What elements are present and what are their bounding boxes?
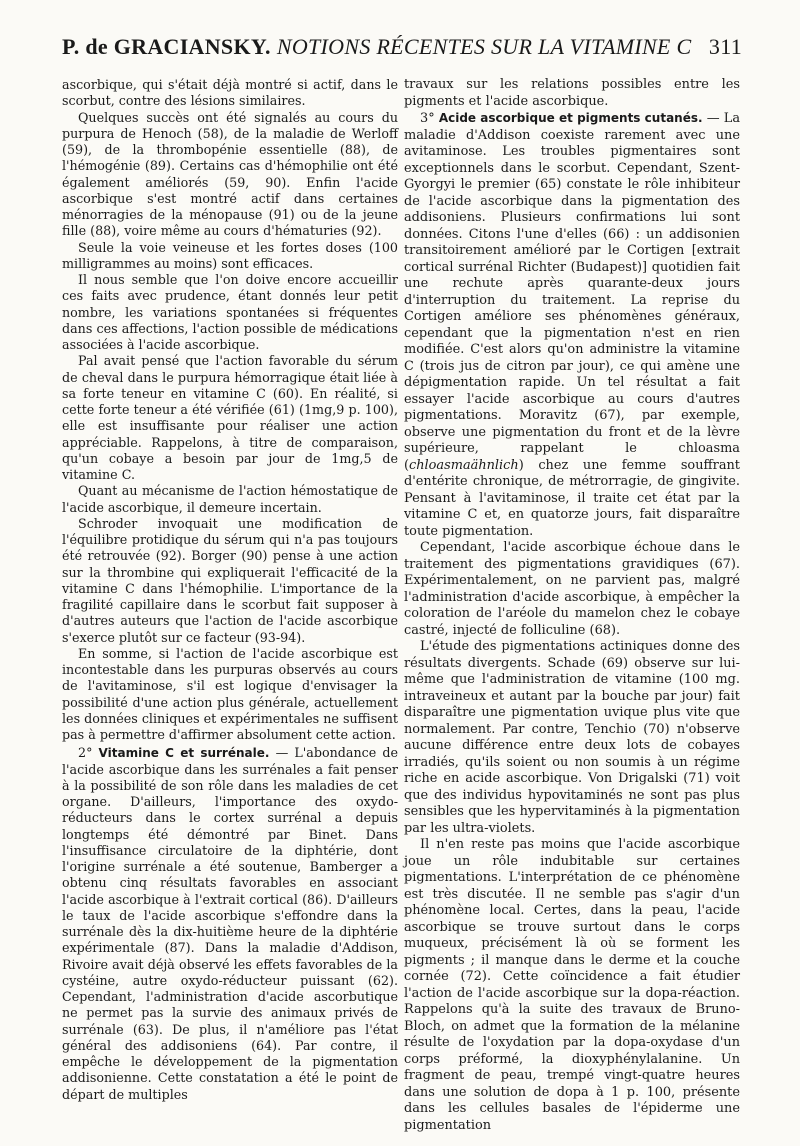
paragraph: Il nous semble que l'on doive encore accueillir ces faits avec prudence, étant donnés leur petit nombre, les variations spontanées si fréquentes dans ces affections, l'action possible de médications associées à l'acide ascorbique. (62, 272, 398, 352)
left-column (62, 77, 398, 1103)
section-3-text-end: ) chez une femme souffrant d'entérite chronique, de métrorragie, de gingivite. Pensant à l'avitaminose, il traite cet état par la vitamine C et, en quatorze jours, fait disparaître toute pigmentation. (404, 457, 740, 539)
section-2-paragraph (62, 745, 398, 1103)
running-header (62, 34, 742, 74)
section-3-number: 3° (420, 111, 435, 126)
right-column (404, 77, 740, 1134)
paragraph: En somme, si l'action de l'acide ascorbique est incontestable dans les purpuras observés au cours de l'avitaminose, s'il est logique d'envisager la possibilité d'une action plus générale, actuellement les données cliniques et expérimentales ne suffisent pas à permettre d'affirmer absolument cette action. (62, 645, 398, 742)
section-3-text: — La maladie d'Addison coexiste rarement avec une avitaminose. Les troubles pigmentaires sont exceptionnels dans le scorbut. Cependant, Szent-Gyorgyi le premier (65) constate le rôle inhibiteur de l'acide ascorbique dans la pigmentation des addisoniens. Plusieurs confirmations lui sont données. Citons l'une d'elles (66) : un addisonien transitoirement amélioré par le Cortigen [extrait cortical surrénal Richter (Budapest)] quotidien fait une rechute après quarante-deux jours d'interruption du traitement. La reprise du Cortigen améliore ses phénomènes généraux, cependant que la pigmentation n'est en rien modifiée. C'est alors qu'on administre la vitamine C (trois jus de citron par jour), ce qui amène une dépigmentation rapide. Un tel résultat a fait essayer l'acide ascorbique au cours d'autres pigmentations. Moravitz (67), par exemple, observe une pigmentation du front et de la lèvre supérieure, rappelant le chloasma ( (404, 111, 740, 473)
paragraph: Il n'en reste pas moins que l'acide ascorbique joue un rôle indubitable sur certaines pigmentations. L'interprétation de ce phénomène est très discutée. Il ne semble pas s'agir d'un phénomène local. Certes, dans la peau, l'acide ascorbique se trouve surtout dans le corps muqueux, précisément là où se forment les pigments ; il manque dans le derme et la couche cornée (72). Cette coïncidence a fait étudier l'action de l'acide ascorbique sur la dopa-réaction. Rappelons qu'à la suite des travaux de Bruno-Bloch, on admet que la formation de la mélanine résulte de l'oxydation par la dopa-oxydase d'un corps préformé, la dioxyphénylalanine. Un fragment de peau, trempé vingt-quatre heures dans une solution de dopa à 1 p. 100, présente dans les cellules basales de l'épiderme une pigmentation (404, 837, 740, 1133)
section-3-heading: Acide ascorbique et pigments cutanés. (438, 111, 703, 125)
section-3-italic-term: chloasmaähnlich (409, 457, 519, 473)
section-3-paragraph (404, 110, 740, 540)
paragraph: Seule la voie veineuse et les fortes doses (100 milligrammes au moins) sont efficaces. (62, 239, 398, 271)
paragraph: ascorbique, qui s'était déjà montré si actif, dans le scorbut, contre des lésions similaires. (62, 77, 398, 109)
section-2-heading: Vitamine C et surrénale. (98, 746, 270, 761)
section-2-number: 2° (78, 745, 93, 761)
paragraph: Quant au mécanisme de l'action hémostatique de l'acide ascorbique, il demeure incertain. (62, 483, 398, 515)
header-title: NOTIONS RÉCENTES SUR LA VITAMINE C (276, 34, 692, 59)
paragraph: Cependant, l'acide ascorbique échoue dans le traitement des pigmentations gravidiques (67). Expérimentalement, on ne parvient pas, malgré l'administration d'acide ascorbique, à empêcher la coloration de l'aréole du mamelon chez le cobaye castré, injecté de folliculine (68). (404, 540, 740, 638)
header-author: P. de GRACIANSKY. (62, 34, 271, 59)
page-number: 311 (708, 34, 742, 59)
paragraph: Schroder invoquait une modification de l'équilibre protidique du sérum qui n'a pas toujours été retrouvée (92). Borger (90) pense à une action sur la thrombine qui expliquerait l'efficacité de la vitamine C dans l'hémophilie. L'importance de la fragilité capillaire dans le scorbut fait supposer à d'autres auteurs que l'action de l'acide ascorbique s'exerce plutôt sur ce facteur (93-94). (62, 515, 398, 645)
paragraph: Pal avait pensé que l'action favorable du sérum de cheval dans le purpura hémorragique était liée à sa forte teneur en vitamine C (60). En réalité, si cette forte teneur a été vérifiée (61) (1mg,9 p. 100), elle est insuffisante pour réaliser une action appréciable. Rappelons, à titre de comparaison, qu'un cobaye a besoin par jour de 1mg,5 de vitamine C. (62, 353, 398, 482)
section-2-text: — L'abondance de l'acide ascorbique dans les surrénales a fait penser à la possibilité de son rôle dans les maladies de cet organe. D'ailleurs, l'importance des oxydo-réducteurs dans le cortex surrénal a depuis longtemps été démontré par Binet. Dans l'insuffisance circulatoire de la diphtérie, dont l'origine surrénale a été soutenue, Bamberger a obtenu cinq résultats favorables en associant l'acide ascorbique à l'extrait cortical (86). D'ailleurs le taux de l'acide ascorbique s'effondre dans la surrénale dès la dix-huitième heure de la diphtérie expérimentale (87). Dans la maladie d'Addison, Rivoire avait déjà observé les effets favorables de la cystéine, autre oxydo-réducteur puissant (62). Cependant, l'administration d'acide ascorbutique ne permet pas la survie des animaux privés de surrénale (63). De plus, il n'améliore pas l'état général des addisoniens (64). Par contre, il empêche le développement de la pigmentation addisonienne. Cette constatation a été le point de départ de multiples (62, 745, 398, 1102)
paragraph: Quelques succès ont été signalés au cours du purpura de Henoch (58), de la maladie de Werloff (59), de la thrombopénie essentielle (88), de l'hémogénie (89). Certains cas d'hémophilie ont été également améliorés (59, 90). Enfin l'acide ascorbique s'est montré actif dans certaines ménorragies de la ménopause (91) ou de la jeune fille (88), voire même au cours d'hématuries (92). (62, 109, 398, 239)
paragraph: L'étude des pigmentations actiniques donne des résultats divergents. Schade (69) observe sur lui-même que l'administration de vitamine (100 mg. intraveineux et autant par la bouche par jour) fait disparaître une pigmentation uvique plus vite que normalement. Par contre, Tenchio (70) n'observe aucune différence entre deux lots de cobayes irradiés, qu'ils soient ou non soumis à un régime riche en acide ascorbique. Von Drigalski (71) voit que des individus hypovitaminés ne sont pas plus sensibles que les hypervitaminés à la pigmentation par les ultra-violets. (404, 639, 740, 836)
paragraph: travaux sur les relations possibles entre les pigments et l'acide ascorbique. (404, 77, 740, 109)
